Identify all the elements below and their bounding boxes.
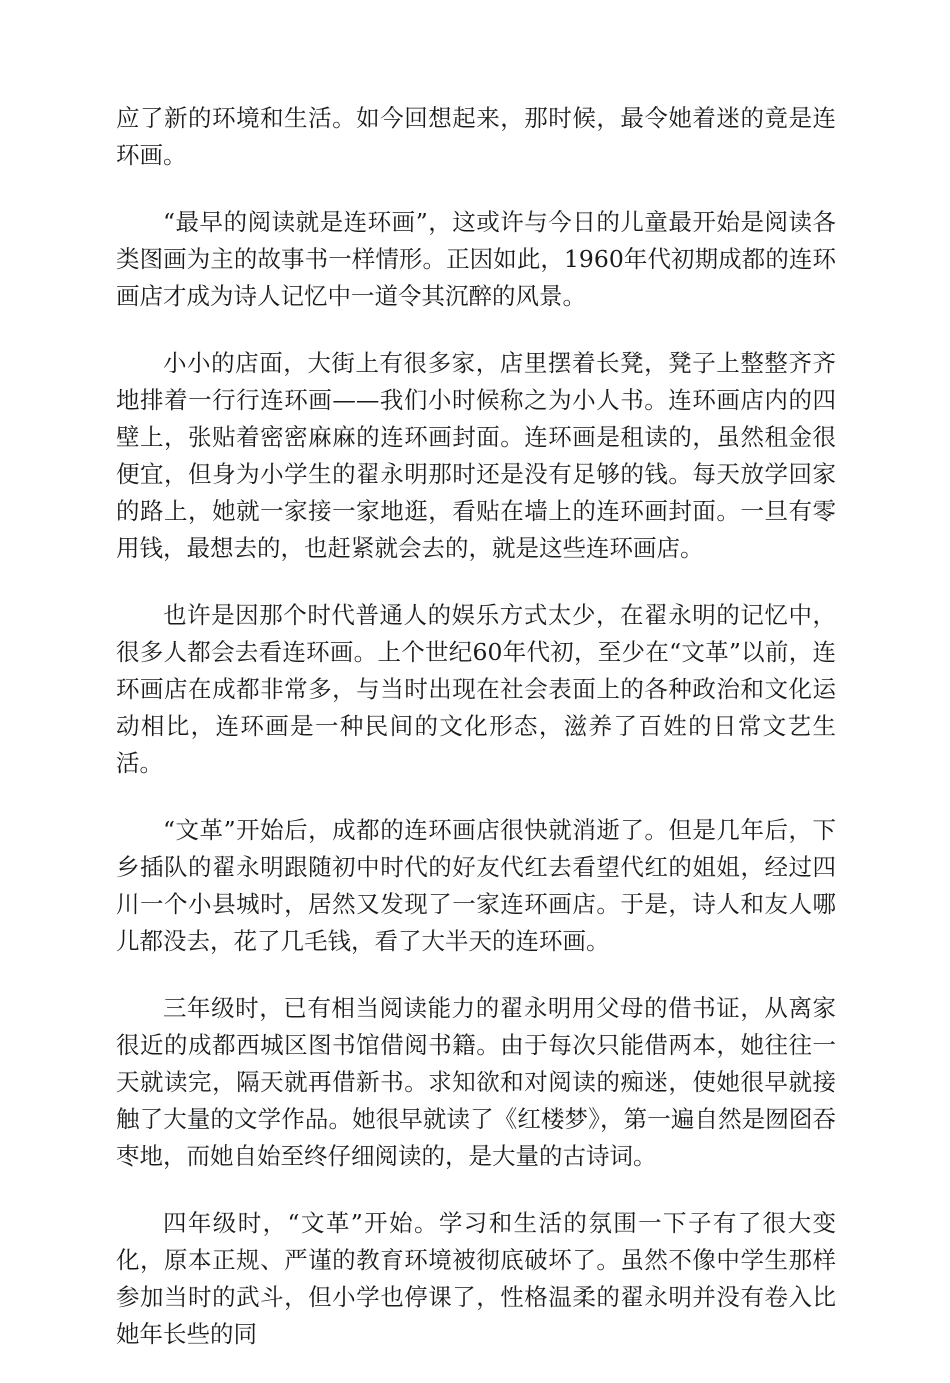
paragraph-6: 三年级时，已有相当阅读能力的翟永明用父母的借书证，从离家很近的成都西城区图书馆借阅书籍。由于每次只能借两本，她往往一天就读完，隔天就再借新书。求知欲和对阅读的痴迷，使她很早就接触了大量的文学作品。她很早就读了《红楼梦》，第一遍自然是囫囵吞枣地，而她自始至终仔细阅读的，是大量的古诗词。 [116, 994, 836, 1170]
paragraph-1: 应了新的环境和生活。如今回想起来，那时候，最令她着迷的竟是连环画。 [116, 104, 836, 169]
document-page [116, 100, 836, 1383]
paragraph-2: “最早的阅读就是连环画”，这或许与今日的儿童最开始是阅读各类图画为主的故事书一样情形。正因如此，1960年代初期成都的连环画店才成为诗人记忆中一道令其沉醉的风景。 [116, 208, 836, 310]
paragraph-3: 小小的店面，大街上有很多家，店里摆着长凳，凳子上整整齐齐地排着一行行连环画——我们小时候称之为小人书。连环画店内的四壁上，张贴着密密麻麻的连环画封面。连环画是租读的，虽然租金很便宜，但身为小学生的翟永明那时还是没有足够的钱。每天放学回家的路上，她就一家接一家地逛，看贴在墙上的连环画封面。一旦有零用钱，最想去的，也赶紧就会去的，就是这些连环画店。 [116, 349, 836, 562]
paragraph-5: “文革”开始后，成都的连环画店很快就消逝了。但是几年后，下乡插队的翟永明跟随初中时代的好友代红去看望代红的姐姐，经过四川一个小县城时，居然又发现了一家连环画店。于是，诗人和友人哪儿都没去，花了几毛钱，看了大半天的连环画。 [116, 816, 836, 955]
paragraph-7: 四年级时，“文革”开始。学习和生活的氛围一下子有了很大变化，原本正规、严谨的教育环境被彻底破坏了。虽然不像中学生那样参加当时的武斗，但小学也停课了，性格温柔的翟永明并没有卷入比她年长些的同 [116, 1209, 836, 1348]
paragraph-4: 也许是因那个时代普通人的娱乐方式太少，在翟永明的记忆中，很多人都会去看连环画。上个世纪60年代初，至少在“文革”以前，连环画店在成都非常多，与当时出现在社会表面上的各种政治和文化运动相比，连环画是一种民间的文化形态，滋养了百姓的日常文艺生活。 [116, 601, 836, 777]
